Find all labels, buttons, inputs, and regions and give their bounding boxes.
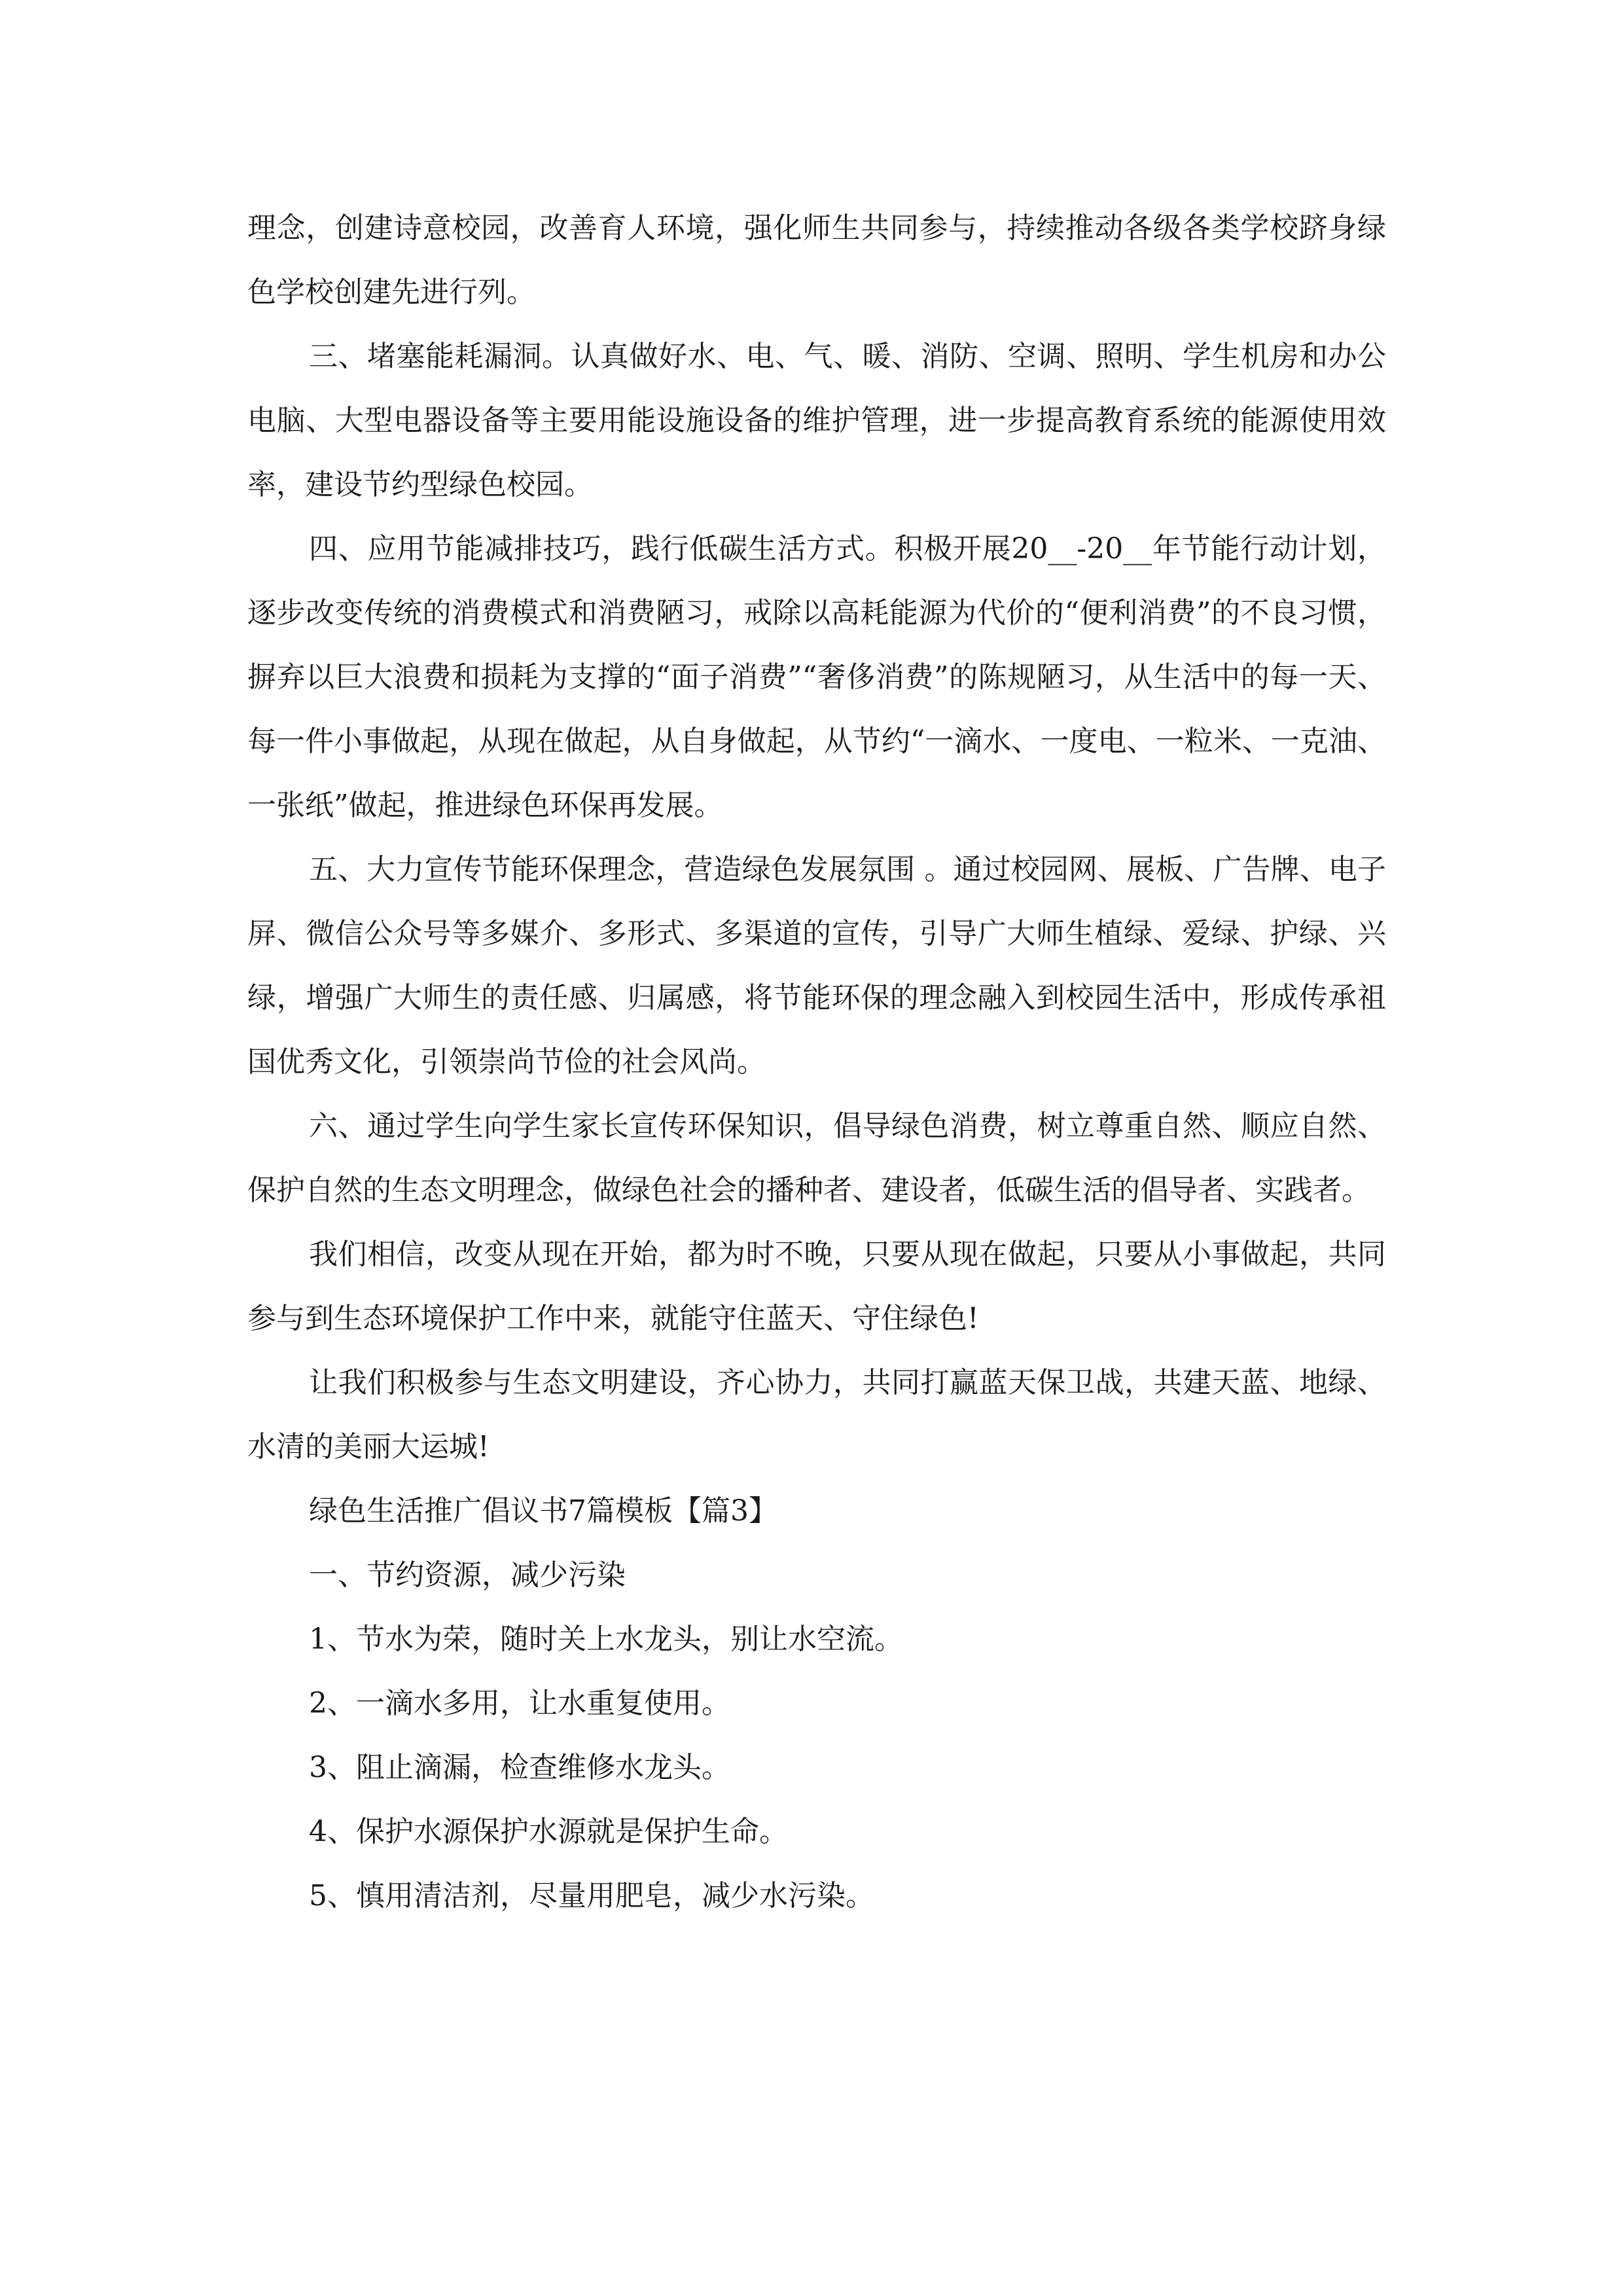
paragraph-belief: 我们相信，改变从现在开始，都为时不晚，只要从现在做起，只要从小事做起，共同参与到生态环境保护工作中来，就能守住蓝天、守住绿色! [247,1238,1386,1335]
document-page [247,196,1386,1928]
paragraph-point-three: 三、堵塞能耗漏洞。认真做好水、电、气、暖、消防、空调、照明、学生机房和办公电脑、大型电器设备等主要用能设施设备的维护管理，进一步提高教育系统的能源使用效率，建设节约型绿色校园。 [247,340,1386,501]
list-item: 3、阻止滴漏，检查维修水龙头。 [309,1751,730,1784]
paragraph-continuation: 理念，创建诗意校园，改善育人环境，强化师生共同参与，持续推动各级各类学校跻身绿色学校创建先进行列。 [247,211,1386,309]
paragraph-point-five: 五、大力宣传节能环保理念，营造绿色发展氛围 。通过校园网、展板、广告牌、电子屏、微信公众号等多媒介、多形式、多渠道的宣传，引导广大师生植绿、爱绿、护绿、兴绿，增强广大师生的责任感、归属感，将节能环保的理念融入到校园生活中，形成传承祖国优秀文化，引领崇尚节俭的社会风尚。 [247,853,1386,1079]
paragraph-point-six: 六、通过学生向学生家长宣传环保知识，倡导绿色消费，树立尊重自然、顺应自然、保护自然的生态文明理念，做绿色社会的播种者、建设者，低碳生活的倡导者、实践者。 [247,1109,1386,1207]
list-item: 4、保护水源保护水源就是保护生命。 [309,1815,788,1848]
list-item: 1、节水为荣，随时关上水龙头，别让水空流。 [309,1623,903,1656]
paragraph-closing: 让我们积极参与生态文明建设，齐心协力，共同打赢蓝天保卫战，共建天蓝、地绿、水清的美丽大运城! [247,1366,1386,1463]
list-item: 2、一滴水多用，让水重复使用。 [309,1687,730,1720]
section-title: 绿色生活推广倡议书7篇模板【篇3】 [309,1494,777,1528]
paragraph-point-four: 四、应用节能减排技巧，践行低碳生活方式。积极开展20__-20__年节能行动计划，逐步改变传统的消费模式和消费陋习，戒除以高耗能源为代价的“便利消费”的不良习惯，摒弃以巨大浪费和损耗为支撑的“面子消费”“奢侈消费”的陈规陋习，从生活中的每一天、每一件小事做起，从现在做起，从自身做起，从节约“一滴水、一度电、一粒米、一克油、一张纸”做起，推进绿色环保再发展。 [247,532,1386,822]
sub-heading: 一、节约资源，减少污染 [309,1558,626,1592]
list-item: 5、慎用清洁剂，尽量用肥皂，减少水污染。 [309,1879,874,1912]
